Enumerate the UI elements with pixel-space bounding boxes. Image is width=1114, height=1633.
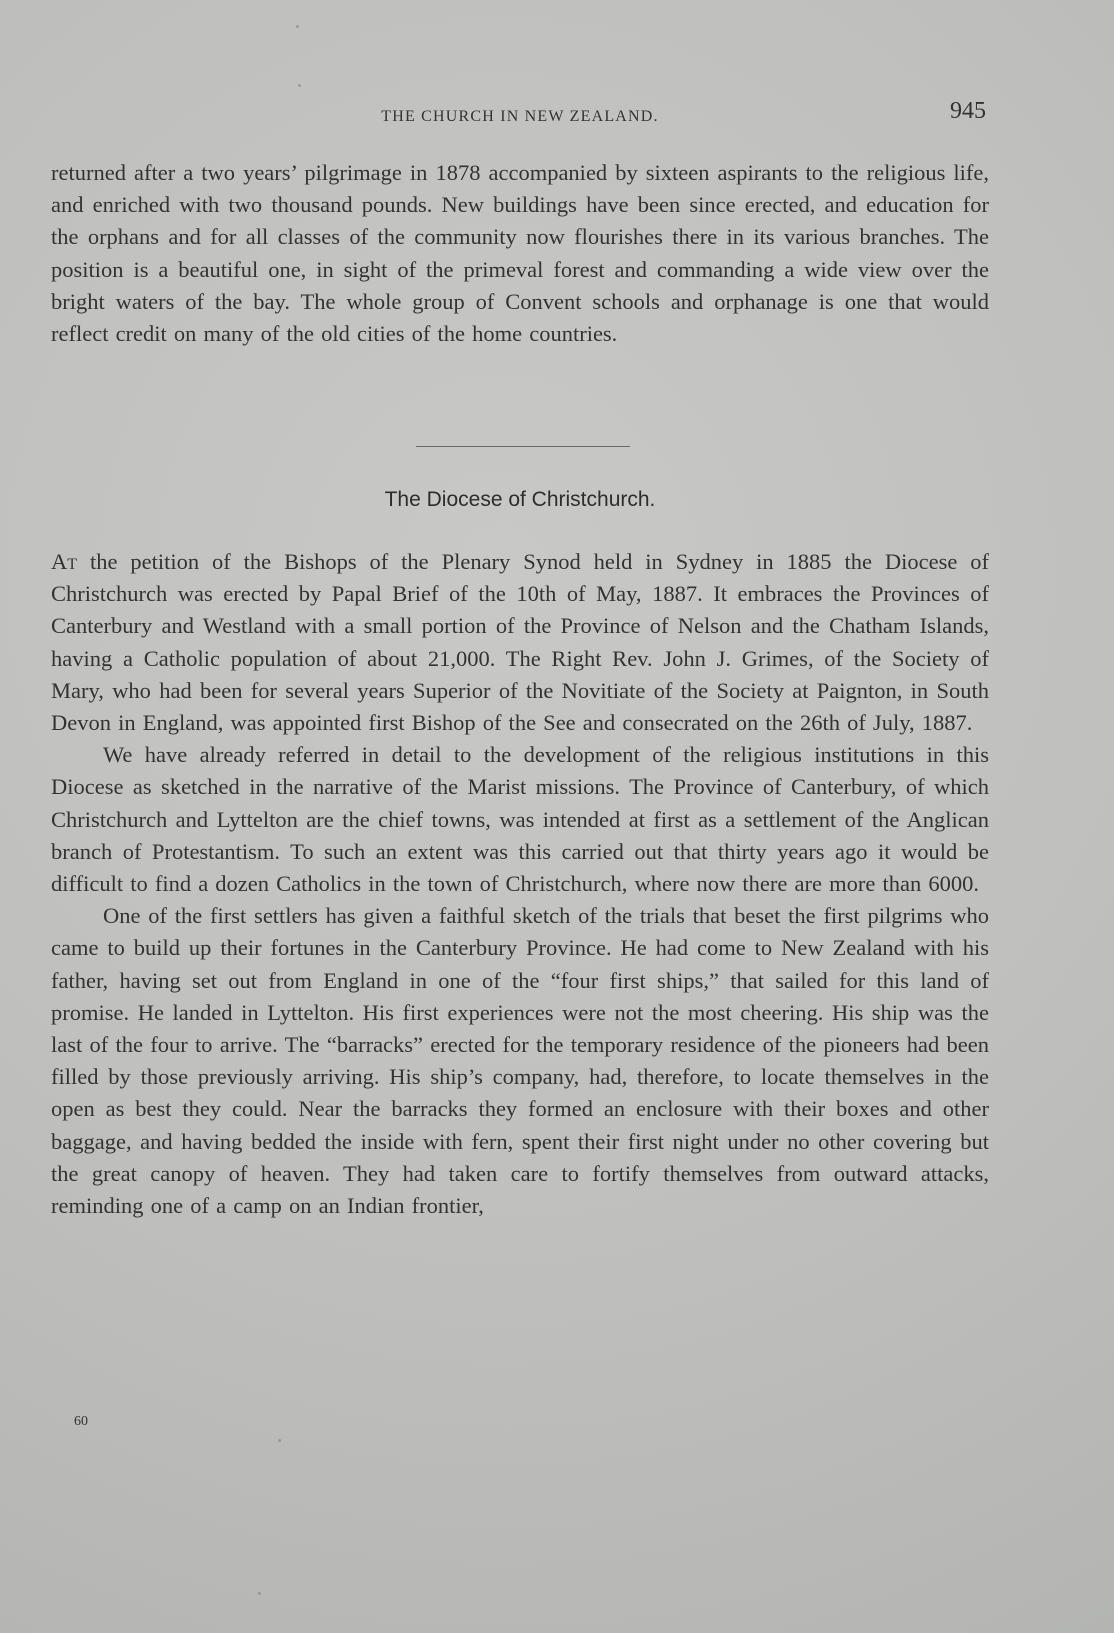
main-text [51, 546, 989, 1222]
running-head: THE CHURCH IN NEW ZEALAND. [381, 108, 659, 125]
paragraph-1 [51, 546, 989, 739]
continuation-paragraph: returned after a two years’ pilgrimage in 1878 accompanied by sixteen aspirants to the religious life, and enriched with two thousand pounds. New buildings have been since erected, and education for the orphans and for all classes of the community now flourishes there in its various branches. The position is a beautiful one, in sight of the primeval forest and commanding a wide view over the bright waters of the bay. The whole group of Convent schools and orphanage is one that would reflect credit on many of the old cities of the home countries. [51, 160, 989, 347]
signature-mark: 60 [74, 1414, 88, 1429]
paper-speck [296, 25, 299, 28]
paper-speck [298, 84, 301, 87]
paragraph-2: We have already referred in detail to the development of the religious institutions in this Diocese as sketched in the narrative of the Marist missions. The Province of Canterbury, of which Christchurch and Lyttelton are the chief towns, was intended at first as a settlement of the Anglican branch of Protestantism. To such an extent was this carried out that thirty years ago it would be difficult to find a dozen Catholics in the town of Christchurch, where now there are more than 6000. [51, 742, 989, 897]
paper-speck [258, 1592, 261, 1595]
paper-speck [278, 1439, 281, 1442]
section-title: The Diocese of Christchurch. [384, 488, 656, 511]
paragraph-3: One of the first settlers has given a faithful sketch of the trials that beset the first pilgrims who came to build up their fortunes in the Canterbury Province. He had come to New Zealand with his father, having set out from England in one of the “four first ships,” that sailed for this land of promise. He landed in Lyttelton. His first experiences were not the most cheering. His ship was the last of the four to arrive. The “barracks” erected for the temporary residence of the pioneers had been filled by those previously arriving. His ship’s company, had, therefore, to locate themselves in the open as best they could. Near the barracks they formed an enclosure with their boxes and other baggage, and having bedded the inside with fern, spent their first night under no other covering but the great canopy of heaven. They had taken care to fortify themselves from outward attacks, reminding one of a camp on an Indian frontier, [51, 903, 989, 1219]
paragraph-1-lead: At [51, 549, 78, 574]
paragraph-1-text: the petition of the Bishops of the Plenary Synod held in Sydney in 1885 the Diocese of Christchurch was erected by Papal Brief of the 10th of May, 1887. It embraces the Provinces of Canterbury and Westland with a small portion of the Province of Nelson and the Chatham Islands, having a Catholic population of about 21,000. The Right Rev. John J. Grimes, of the Society of Mary, who had been for several years Superior of the Novitiate of the Society at Paignton, in South Devon in England, was appointed first Bishop of the See and consecrated on the 26th of July, 1887. [51, 549, 989, 736]
section-divider [416, 446, 630, 447]
page-number: 945 [950, 98, 986, 124]
